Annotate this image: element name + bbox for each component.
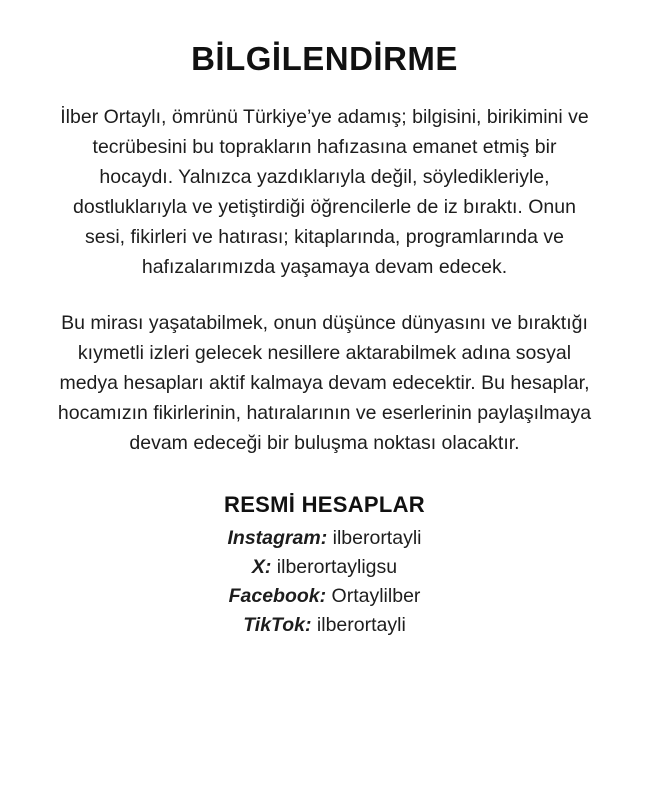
account-platform-tiktok: TikTok: <box>243 614 312 636</box>
paragraph-first: İlber Ortaylı, ömrünü Türkiye’ye adamış; bilgisini, birikimini ve tecrübesini bu toprakların hafızasına emanet etmiş bir hocaydı. Yalnızca yazdıklarıyla değil, söyledikleriyle, dostluklarıyla ve yetiştirdiği öğrencilerle de iz bıraktı. Onun sesi, fikirleri ve hatırası; kitaplarında, programlarında ve hafızalarımızda yaşamaya devam edecek. <box>60 106 589 278</box>
account-handle-facebook: Ortaylilber <box>331 585 421 607</box>
account-row <box>228 524 422 553</box>
account-row <box>229 582 421 611</box>
account-platform-instagram: Instagram: <box>227 527 328 549</box>
account-row <box>252 553 397 582</box>
account-handle-x: ilberortayligsu <box>276 556 398 578</box>
account-row <box>243 611 406 640</box>
paragraph-second: Bu mirası yaşatabilmek, onun düşünce dünyasını ve bıraktığı kıymetli izleri gelecek nesillere aktarabilmek adına sosyal medya hesapları aktif kalmaya devam edecektir. Bu hesaplar, hocamızın fikirlerinin, hatıralarının ve eserlerinin paylaşılmaya devam edeceği bir buluşma noktası olacaktır. <box>57 312 592 454</box>
account-platform-facebook: Facebook: <box>228 585 327 607</box>
account-handle-instagram: ilberortayli <box>332 527 422 549</box>
page-title: BİLGİLENDİRME <box>191 40 458 77</box>
accounts-heading: RESMİ HESAPLAR <box>224 492 425 517</box>
account-platform-x: X: <box>251 556 272 578</box>
account-handle-tiktok: ilberortayli <box>316 614 406 636</box>
